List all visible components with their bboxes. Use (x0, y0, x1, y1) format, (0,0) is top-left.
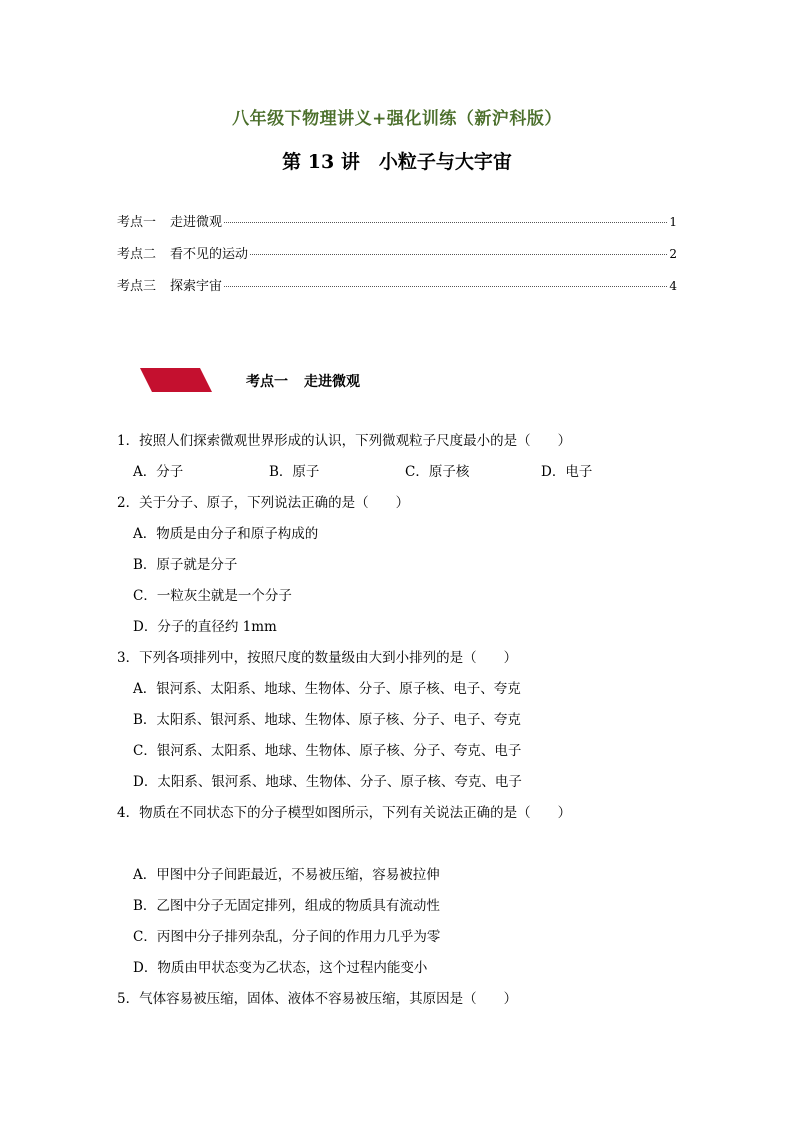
section-topic: 走进微观 (304, 374, 360, 390)
toc-leader-dots (250, 254, 667, 255)
toc-entry-label: 考点二 (117, 247, 157, 262)
toc-entry-topic: 走进微观 (170, 215, 223, 230)
answer-option[interactable]: A．甲图中分子间距最近，不易被压缩，容易被拉伸 (133, 867, 440, 883)
answer-option[interactable]: B．太阳系、银河系、地球、生物体、原子核、分子、电子、夸克 (133, 712, 521, 728)
section-label: 考点一 (246, 374, 288, 390)
option-row (117, 457, 677, 488)
answer-option[interactable]: C．银河系、太阳系、地球、生物体、原子核、分子、夸克、电子 (133, 743, 522, 759)
answer-option[interactable]: B．原子就是分子 (133, 557, 238, 573)
toc-entry-label: 考点一 (117, 215, 157, 230)
toc-leader-dots (224, 222, 667, 223)
toc-entry-topic: 看不见的运动 (170, 247, 249, 262)
toc-entry[interactable] (117, 211, 677, 243)
answer-option[interactable]: D．物质由甲状态变为乙状态，这个过程内能变小 (133, 960, 428, 976)
section-header (140, 368, 440, 392)
toc-entry[interactable] (117, 275, 677, 307)
toc-entry-label: 考点三 (117, 279, 157, 294)
answer-option[interactable]: C．丙图中分子排列杂乱，分子间的作用力几乎为零 (133, 929, 441, 945)
table-of-contents (117, 211, 677, 307)
answer-option[interactable]: A．分子 (133, 464, 184, 480)
answer-option[interactable]: D．太阳系、银河系、地球、生物体、分子、原子核、夸克、电子 (133, 774, 522, 790)
lecture-title: 第 13 讲 小粒子与大宇宙 (282, 151, 512, 173)
toc-entry[interactable] (117, 243, 677, 275)
question-list (117, 426, 677, 1015)
answer-option[interactable]: C．一粒灰尘就是一个分子 (133, 588, 292, 604)
question-stem: 3．下列各项排列中，按照尺度的数量级由大到小排列的是（ ） (117, 650, 518, 666)
toc-entry-page: 4 (669, 279, 677, 293)
answer-option[interactable]: D．分子的直径约 1mm (133, 619, 277, 635)
toc-leader-dots (224, 286, 667, 287)
answer-option[interactable]: A．银河系、太阳系、地球、生物体、分子、原子核、电子、夸克 (133, 681, 521, 697)
answer-option[interactable]: C．原子核 (405, 464, 470, 480)
figure-placeholder (117, 829, 677, 860)
course-title: 八年级下物理讲义+强化训练（新沪科版） (232, 109, 562, 129)
answer-option[interactable]: D．电子 (541, 464, 593, 480)
toc-entry-topic: 探索宇宙 (170, 279, 223, 294)
question-stem: 5．气体容易被压缩，固体、液体不容易被压缩，其原因是（ ） (117, 991, 518, 1007)
answer-option[interactable]: B．原子 (269, 464, 320, 480)
answer-option[interactable]: A．物质是由分子和原子构成的 (133, 526, 319, 542)
section-title (246, 371, 360, 391)
question-stem: 4．物质在不同状态下的分子模型如图所示，下列有关说法正确的是（ ） (117, 805, 572, 821)
toc-entry-page: 2 (669, 247, 677, 261)
section-parallelogram-icon (140, 368, 212, 392)
question-stem: 1．按照人们探索微观世界形成的认识，下列微观粒子尺度最小的是（ ） (117, 433, 572, 449)
question-stem: 2．关于分子、原子，下列说法正确的是（ ） (117, 495, 410, 511)
toc-entry-page: 1 (669, 215, 677, 229)
answer-option[interactable]: B．乙图中分子无固定排列，组成的物质具有流动性 (133, 898, 440, 914)
